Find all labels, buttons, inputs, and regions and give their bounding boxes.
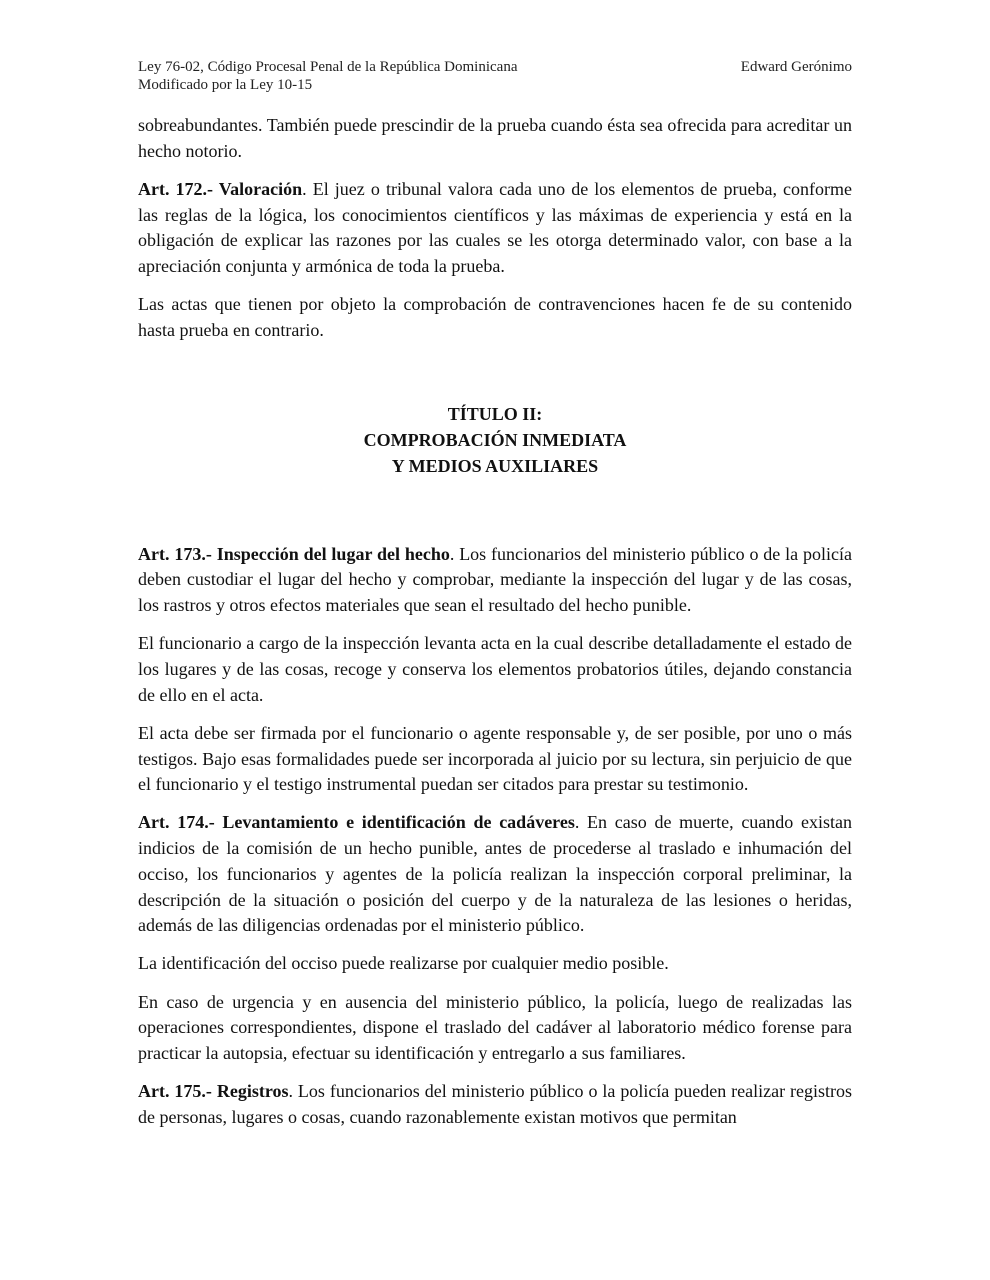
article-heading: Art. 173.- Inspección del lugar del hecho: [138, 543, 450, 564]
article-text: . En caso de muerte, cuando existan indicios de la comisión de un hecho punible, antes de procederse al traslado e inhumación del occiso, los funcionarios y agentes de la policía realizan la inspección corporal preliminar, la descripción de la situación o posición del cuerpo y de la naturaleza de las lesiones o heridas, además de las diligencias ordenadas por el ministerio público.: [138, 812, 852, 936]
section-title: [138, 401, 852, 479]
article-heading: Art. 175.- Registros: [138, 1081, 289, 1102]
paragraph: sobreabundantes. También puede prescindir de la prueba cuando ésta sea ofrecida para acreditar un hecho notorio.: [138, 115, 852, 161]
header-modification-note: Modificado por la Ley 10-15: [138, 77, 313, 93]
paragraph: La identificación del occiso puede realizarse por cualquier medio posible.: [138, 953, 669, 974]
header-author: Edward Gerónimo: [740, 59, 852, 75]
title-line: COMPROBACIÓN INMEDIATA: [363, 429, 627, 450]
article-172: [138, 177, 852, 280]
article-174: [138, 810, 852, 939]
paragraph: Las actas que tienen por objeto la comprobación de contravenciones hacen fe de su contenido hasta prueba en contrario.: [138, 294, 852, 340]
title-line: Y MEDIOS AUXILIARES: [391, 455, 599, 476]
article-175: [138, 1079, 852, 1130]
article-text: . Los funcionarios del ministerio público o de la policía deben custodiar el lugar del hecho y comprobar, mediante la inspección del lugar y de las cosas, los rastros y otros efectos materiales que sean el resultado del hecho punible.: [138, 543, 852, 616]
paragraph: En caso de urgencia y en ausencia del ministerio público, la policía, luego de realizadas las operaciones correspondientes, dispone el traslado del cadáver al laboratorio médico forense para practicar la autopsia, efectuar su identificación y entregarlo a sus familiares.: [138, 991, 852, 1064]
article-text: . Los funcionarios del ministerio público o la policía pueden realizar registros de personas, lugares o cosas, cuando razonablemente existan motivos que permitan: [138, 1081, 852, 1127]
page-header: [138, 58, 852, 94]
title-line: TÍTULO II:: [447, 403, 543, 424]
article-heading: Art. 172.- Valoración: [138, 178, 303, 199]
document-body: [138, 113, 852, 1143]
paragraph: El funcionario a cargo de la inspección levanta acta en la cual describe detalladamente el estado de los lugares y de las cosas, recoge y conserva los elementos probatorios útiles, dejando constancia de ello en el acta.: [138, 633, 852, 705]
article-173: [138, 542, 852, 619]
article-text: . El juez o tribunal valora cada uno de los elementos de prueba, conforme las reglas de la lógica, los conocimientos científicos y las máximas de experiencia y está en la obligación de explicar las razones por las cuales se les otorga determinado valor, con base a la apreciación conjunta y armónica de toda la prueba.: [138, 178, 852, 277]
article-heading: Art. 174.- Levantamiento e identificación de cadáveres: [138, 812, 575, 833]
paragraph: El acta debe ser firmada por el funcionario o agente responsable y, de ser posible, por uno o más testigos. Bajo esas formalidades puede ser incorporada al juicio por su lectura, sin perjuicio de que el funcionario y el testigo instrumental puedan ser citados para prestar su testimonio.: [138, 722, 852, 795]
header-law-title: Ley 76-02, Código Procesal Penal de la República Dominicana: [138, 59, 518, 75]
